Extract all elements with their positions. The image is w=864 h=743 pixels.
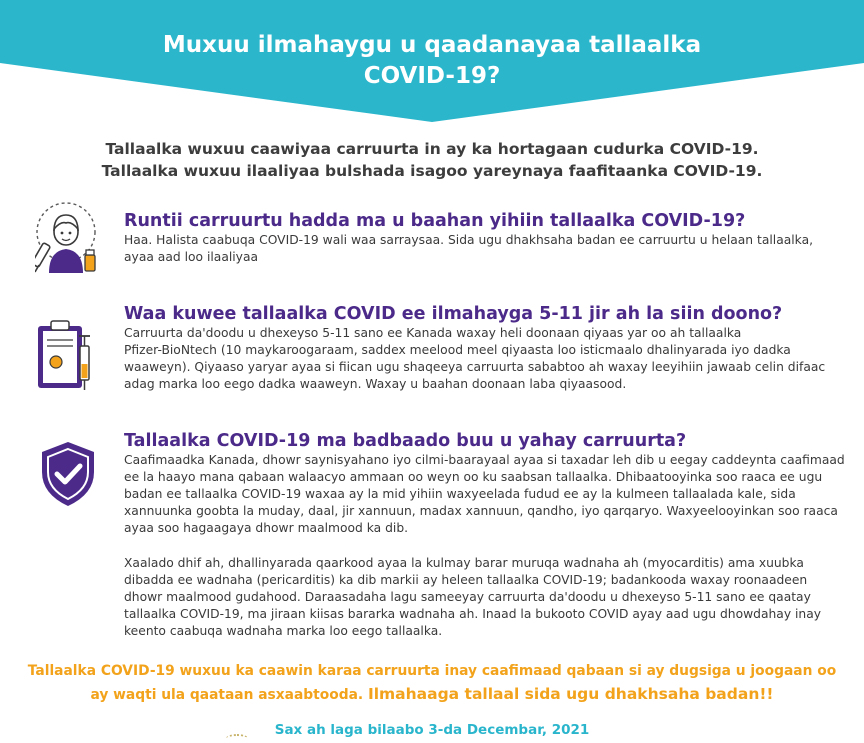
section-heading: Runtii carruurtu hadda ma u baahan yihiin tallaalka COVID-19?	[124, 211, 746, 231]
section-kids-need-vaccine	[124, 210, 824, 266]
section-vaccine-safety	[124, 430, 845, 640]
body-line: Caafimaadka Kanada, dhowr saynisyahano iyo cilmi-baarayaal ayaa si taxadar leh dib u eegay caddeynta caafimaad	[124, 453, 845, 467]
body-line: adag marka loo eego dadka waaweyn. Waxay u baahan doonaan laba qiyaasood.	[124, 377, 627, 391]
intro-line-2: Tallaalka wuxuu ilaaliyaa bulshada isagoo yareynaya faafitaanka COVID-19.	[101, 162, 763, 180]
shield-check-icon	[38, 440, 98, 508]
closing-message	[0, 660, 864, 707]
clipboard-syringe-icon	[36, 318, 100, 392]
body-line: badan ee tallaalka COVID-19 waxaa ay la mid yihiin waxyeelada fudud ee ay la kulmeen tallaalada kale, sida	[124, 487, 796, 501]
page-title	[0, 30, 864, 92]
closing-line-2a: ay waqti ula qaataan asxaabtooda.	[90, 687, 368, 703]
header-banner	[0, 0, 864, 125]
body-line: ayaa aad loo ilaaliyaa	[124, 250, 259, 264]
seal-logo-icon	[226, 734, 248, 743]
body-line: dibadda ee wadnaha (pericarditis) ka dib markii ay heleen tallaalka COVID-19; badankooda waxay roonaadeen	[124, 573, 808, 587]
closing-call-to-action: Ilmahaaga tallaal sida ugu dhakhsaha badan!!	[367, 685, 774, 703]
title-line-1: Muxuu ilmahaygu u qaadanayaa tallaalka	[162, 32, 702, 58]
body-line: Pfizer-BioNtech (10 maykaroogaraam, saddex meelood meel qiyaasta loo isticmaalo dhalinyarada iyo dadka	[124, 343, 791, 357]
intro-text	[0, 138, 864, 182]
intro-line-1: Tallaalka wuxuu caawiyaa carruurta in ay ka hortagaan cudurka COVID-19.	[105, 140, 759, 158]
section-heading: Tallaalka COVID-19 ma badbaado buu u yahay carruurta?	[124, 431, 687, 451]
section-body	[124, 232, 824, 266]
body-line: ayaa soo hagaagaya dhowr maalmood ka dib.	[124, 521, 409, 535]
body-line: Haa. Halista caabuqa COVID-19 wali waa sarraysaa. Sida ugu dhakhsaha badan ee carruurtu u helaan tallaalka,	[124, 233, 814, 247]
effective-date: Sax ah laga bilaabo 3-da Decembar, 2021	[274, 722, 590, 738]
body-line: ee la haayo mana qabaan walaacyo ammaan oo weyn oo ku saabsan tallaalka. Dhibaatooyinka soo raaca ee ugu	[124, 470, 823, 484]
body-line: dhowr maalmood gudahood. Daraasadaha lagu sameeyay carruurta da'doodu u dhexeyso 5-11 sano ee qaatay	[124, 590, 811, 604]
section-body-2	[124, 555, 824, 640]
body-line: keento caabuqa wadnaha marka loo eego tallaalka.	[124, 624, 443, 638]
section-heading: Waa kuwee tallaalka COVID ee ilmahayga 5-11 jir ah la siin doono?	[124, 304, 783, 324]
closing-line-1: Tallaalka COVID-19 wuxuu ka caawin karaa carruurta inay caafimaad qabaan si ay dugsiga u joogaan oo	[27, 663, 837, 679]
body-line: Carruurta da'doodu u dhexeyso 5-11 sano ee Kanada waxay heli doonaan qiyaas yar oo ah tallaalka	[124, 326, 742, 340]
body-line: waaweyn). Qiyaaso yaryar ayaa si fiican ugu shaqeeya carruurta sababtoo ah waxay leeyihiin jawaab celin difaac	[124, 360, 826, 374]
body-line: xannuunka goobta la muday, daal, jir xannuun, madax xannuun, qandho, iyo qarqaryo. Waxyeelooyinkan soo raaca	[124, 504, 838, 518]
child-vaccine-icon	[35, 199, 101, 275]
body-line: Xaalado dhif ah, dhallinyarada qaarkood ayaa la kulmay barar muruqa wadnaha ah (myocarditis) ama xuubka	[124, 556, 804, 570]
section-body	[124, 325, 824, 393]
section-body	[124, 452, 845, 537]
title-line-2: COVID-19?	[363, 63, 501, 89]
section-which-vaccine	[124, 303, 824, 393]
closing-line-2	[0, 683, 864, 707]
body-line: tallaalka COVID-19, ma jiraan kiisas bararka wadnaha ah. Inaad la bukooto COVID ayay aad ugu dhowdahay inay	[124, 607, 822, 621]
